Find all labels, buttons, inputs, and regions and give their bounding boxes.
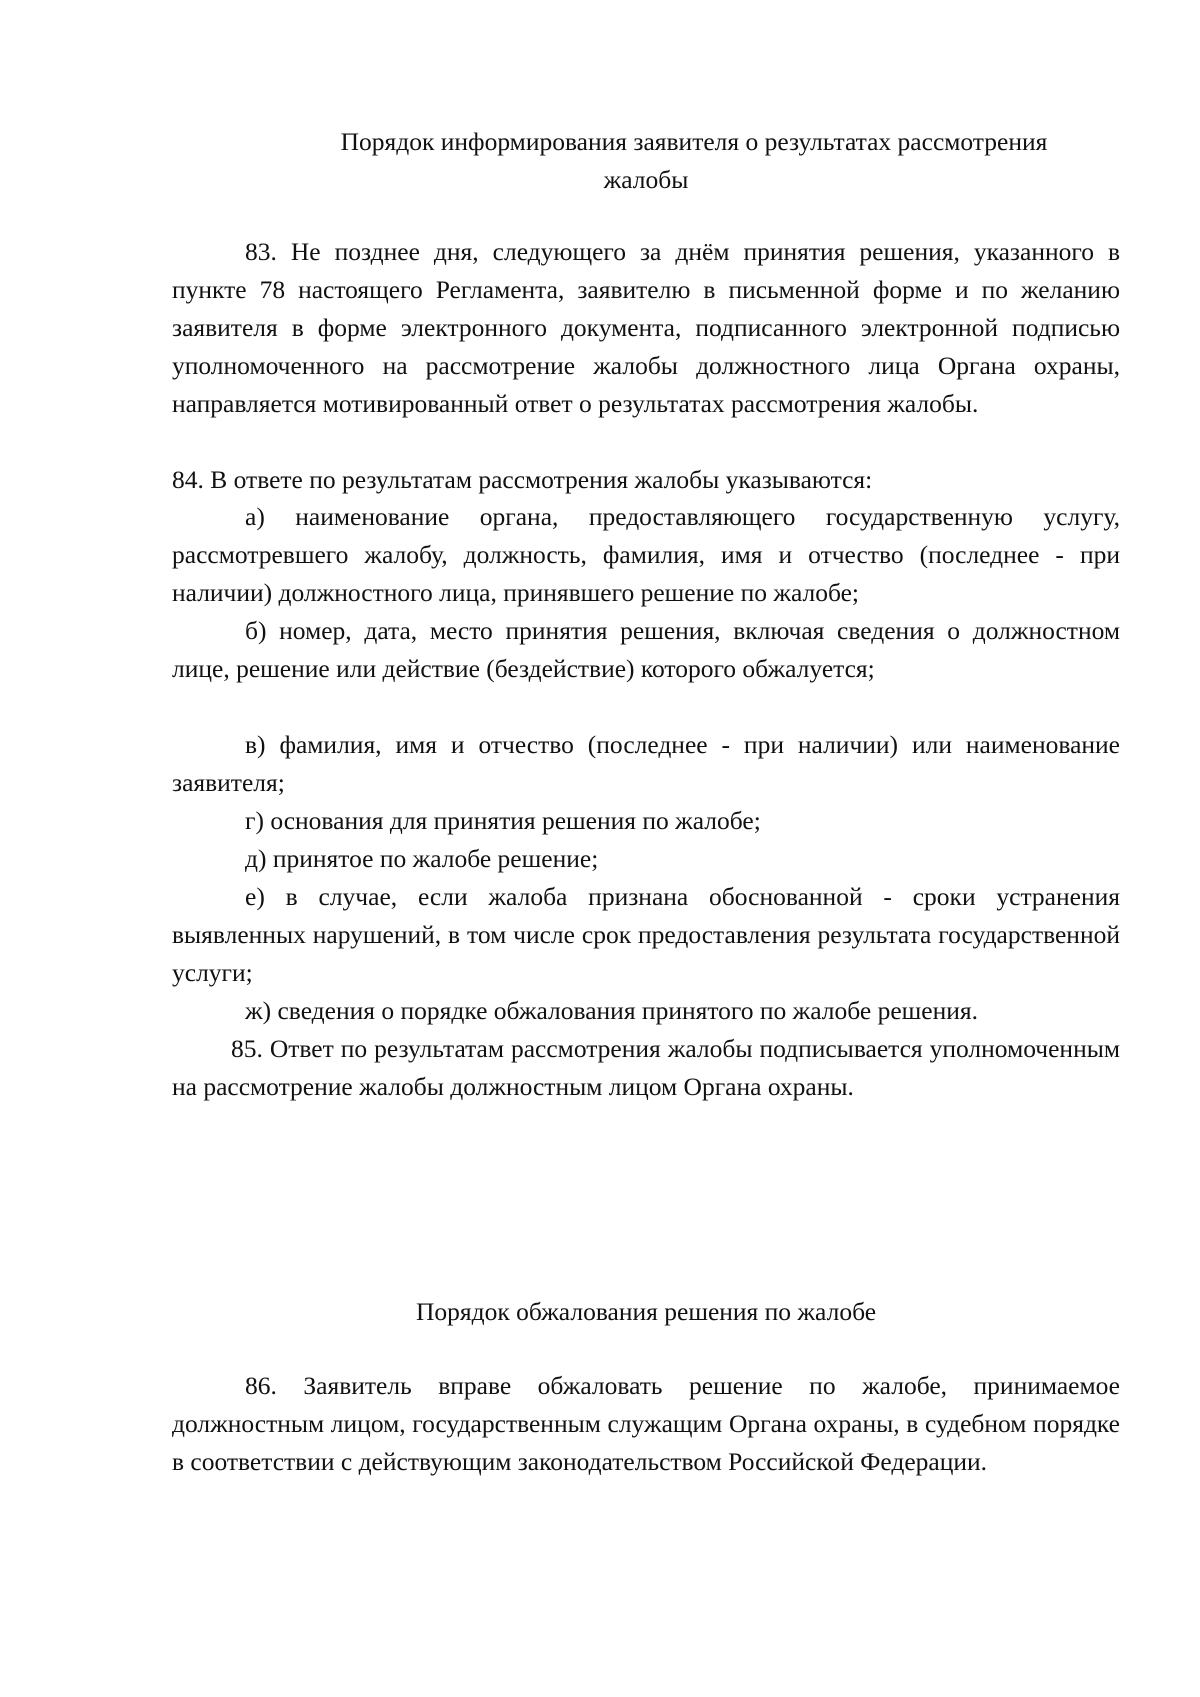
list-item-b: б) номер, дата, место принятия решения, включая сведения о должностном лице, решение или действие (бездействие) которого обжалуется; bbox=[172, 616, 1120, 683]
list-item-d: д) принятое по жалобе решение; bbox=[245, 844, 599, 873]
heading-line-2: жалобы bbox=[603, 165, 689, 194]
list-item-a: а) наименование органа, предоставляющего государственную услугу, рассмотревшего жалобу, должность, фамилия, имя и отчество (последнее - при наличии) должностного лица, принявшего решение по жалобе; bbox=[172, 502, 1120, 607]
paragraph-86: 86. Заявитель вправе обжаловать решение по жалобе, принимаемое должностным лицом, государственным служащим Органа охраны, в судебном порядке в соответствии с действующим законодательством Российской Федерации. bbox=[172, 1371, 1120, 1476]
section-heading-informing bbox=[172, 123, 1120, 199]
list-item-zh: ж) сведения о порядке обжалования принятого по жалобе решения. bbox=[245, 996, 979, 1025]
list-item-g: г) основания для принятия решения по жалобе; bbox=[245, 806, 761, 835]
paragraph-85: 85. Ответ по результатам рассмотрения жалобы подписывается уполномоченным на рассмотрение жалобы должностным лицом Органа охраны. bbox=[172, 1034, 1120, 1101]
list-item-e: е) в случае, если жалоба признана обоснованной - сроки устранения выявленных нарушений, в том числе срок предоставления результата государственной услуги; bbox=[172, 882, 1120, 987]
section-heading-appeal: Порядок обжалования решения по жалобе bbox=[415, 1297, 877, 1326]
list-item-v: в) фамилия, имя и отчество (последнее - при наличии) или наименование заявителя; bbox=[172, 730, 1120, 797]
paragraph-83: 83. Не позднее дня, следующего за днём принятия решения, указанного в пункте 78 настоящего Регламента, заявителю в письменной форме и по желанию заявителя в форме электронного документа, подписанного электронной подписью уполномоченного на рассмотрение жалобы должностного лица Органа охраны, направляется мотивированный ответ о результатах рассмотрения жалобы. bbox=[172, 237, 1120, 418]
heading-line-1: Порядок информирования заявителя о результатах рассмотрения bbox=[340, 127, 1048, 156]
paragraph-84: 84. В ответе по результатам рассмотрения жалобы указываются: bbox=[172, 465, 873, 494]
